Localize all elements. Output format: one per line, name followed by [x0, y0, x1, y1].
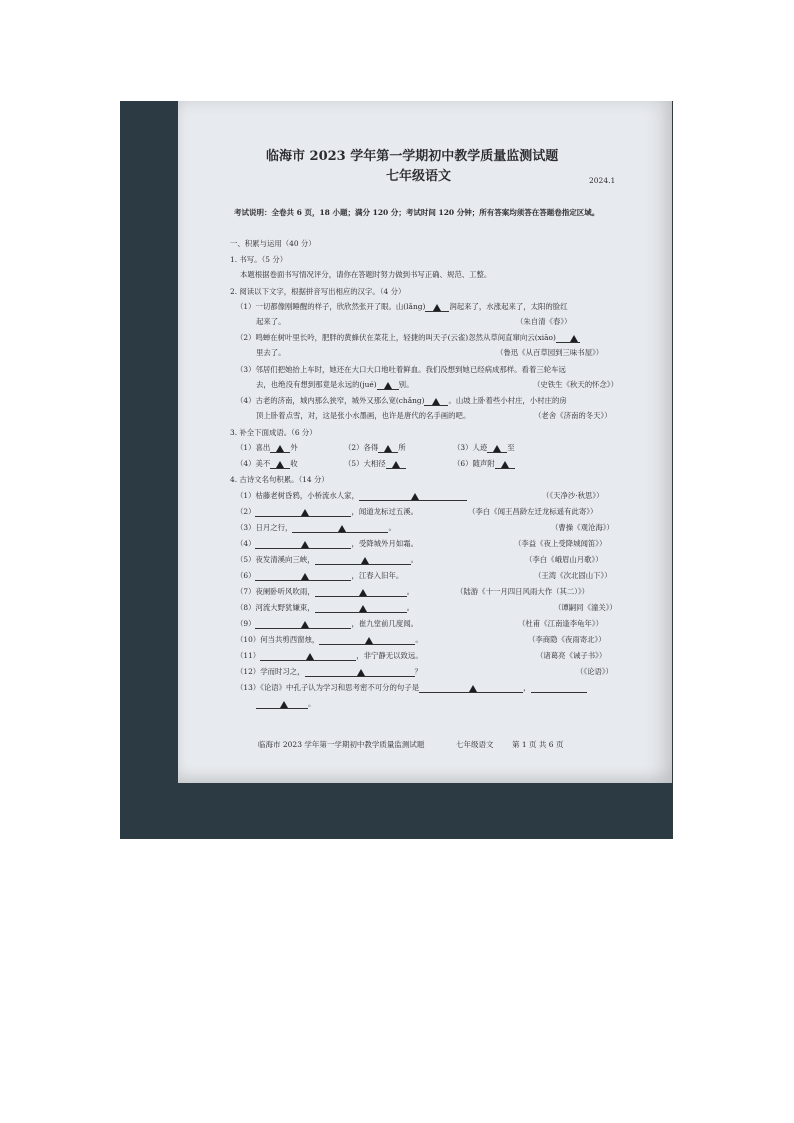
photo-of-exam-page — [120, 101, 673, 839]
poem-line-3: （3）日月之行， 。 — [236, 523, 396, 532]
q3-label: 3. 补全下面成语。（6 分） — [230, 428, 317, 437]
poem-source-7: （陆游《十一月四日风雨大作（其二）》） — [456, 587, 590, 596]
idiom-1: （1）喜出 外 — [236, 443, 298, 452]
exam-paper — [178, 101, 672, 783]
exam-date: 2024.1 — [589, 176, 616, 185]
poem-source-11: （诸葛亮《诫子书》） — [536, 651, 607, 660]
poem-line-13: （13）《论语》中孔子认为学习和思考密不可分的句子是 ， — [236, 683, 587, 693]
exam-title: 临海市 2023 学年第一学期初中教学质量监测试题 — [266, 149, 559, 164]
poem-source-10: （李商隐《夜雨寄北》） — [528, 635, 606, 644]
q2-item-4: （4）古老的济南，城内那么狭窄，城外又那么宽(chǎng) 。山坡上卧着些小村庄，小村庄的房 — [236, 396, 567, 405]
idiom-3: （3）人迹 至 — [453, 443, 515, 452]
q2-item-2: （2）鸣蝉在树叶里长吟，肥胖的黄蜂伏在菜花上，轻捷的叫天子(云雀)忽然从草间直窜向云(xiāo) — [236, 333, 580, 343]
footer-subject: 七年级语文 — [456, 740, 494, 749]
q2-item-3: （3）邻居们把她抬上车时，她还在大口大口地吐着鲜血。我们没想到她已经病成那样。看着三轮车远 — [236, 365, 566, 374]
q2-item-4-line2: 顶上卧着点雪，对，这是张小水墨画，也许是唐代的名手画的吧。 — [256, 411, 471, 420]
poem-source-8: （谭嗣同《潼关》） — [554, 603, 617, 612]
q2-item-4-source: （老舍《济南的冬天》） — [534, 411, 612, 420]
poem-source-2: （李白《闻王昌龄左迁龙标遥有此寄》） — [468, 507, 598, 516]
idiom-6: （6）随声附 — [453, 459, 515, 469]
q2-item-1-source: （朱自清《春》） — [516, 317, 572, 326]
q1-label: 1. 书写。（5 分） — [230, 255, 288, 264]
q2-item-1-line2: 起来了。 — [256, 317, 286, 326]
poem-line-9: （9） ，崔九堂前几度闻。 — [236, 619, 419, 628]
q2-item-3-source: （史铁生《秋天的怀念》） — [533, 380, 618, 389]
exam-notice: 考试说明：全卷共 6 页，18 小题；满分 120 分；考试时间 120 分钟；所有答案均须答在答题卷指定区域。 — [234, 208, 600, 217]
poem-source-12: （《论语》） — [576, 667, 613, 676]
poem-line-7: （7）夜阑卧听风吹雨， 。 — [236, 587, 415, 596]
poem-source-9: （杜甫《江南逢李龟年》） — [518, 619, 603, 628]
section-heading: 一、积累与运用（40 分） — [230, 239, 316, 248]
q2-item-2-line2: 里去了。 — [256, 348, 286, 357]
poem-line-10: （10）何当共剪西窗烛， 。 — [236, 635, 423, 644]
poem-source-1: （《天净沙·秋思》） — [542, 491, 604, 500]
idiom-2: （2）各得 所 — [344, 443, 406, 452]
exam-subtitle: 七年级语文 — [386, 169, 452, 184]
poem-line-6: （6） ，江春入旧年。 — [236, 571, 404, 580]
idiom-5: （5）大相径 — [344, 459, 406, 469]
poem-line-4: （4） ，受降城外月如霜。 — [236, 539, 419, 548]
q2-item-2-source: （鲁迅《从百草园到三味书屋》） — [496, 348, 604, 357]
poem-line-2: （2） ，闻道龙标过五溪。 — [236, 507, 419, 516]
poem-source-6: （王湾《次北固山下》） — [534, 571, 612, 580]
poem-line-8: （8）河流大野犹嫌束， 。 — [236, 603, 415, 612]
q1-text: 本题根据卷面书写情况评分，请你在答题时努力做到书写正确、规范、工整。 — [240, 270, 492, 279]
poem-line-11: （11） ，非宁静无以致远。 — [236, 651, 423, 660]
poem-line-12: （12）学而时习之， ？ — [236, 667, 422, 676]
poem-line-5: （5）夜发清溪向三峡， 。 — [236, 555, 419, 564]
idiom-4: （4）美不 收 — [236, 459, 298, 468]
q2-label: 2. 阅读以下文字，根据拼音写出相应的汉字。（4 分） — [230, 287, 406, 296]
poem-source-4: （李益《夜上受降城闻笛》） — [514, 539, 607, 548]
poem-line-1: （1）枯藤老树昏鸦，小桥流水人家， — [236, 491, 467, 501]
poem-source-5: （李白《峨眉山月歌》） — [525, 555, 603, 564]
q2-item-1: （1）一切都像刚睡醒的样子，欣欣然张开了眼。山(lǎng) 润起来了，水涨起来了，太阳的脸红 — [236, 302, 568, 311]
q2-item-3-line2: 去，也绝没有想到那竟是永远的(jué) 别。 — [256, 380, 414, 389]
footer-page: 第 1 页 共 6 页 — [512, 740, 564, 749]
q4-label: 4. 古诗文名句积累。（14 分） — [230, 475, 329, 484]
poem-source-3: （曹操《观沧海》） — [551, 523, 614, 532]
footer-title: 临海市 2023 学年第一学期初中教学质量监测试题 — [258, 740, 425, 749]
poem-line-13-cont: 。 — [256, 699, 315, 709]
